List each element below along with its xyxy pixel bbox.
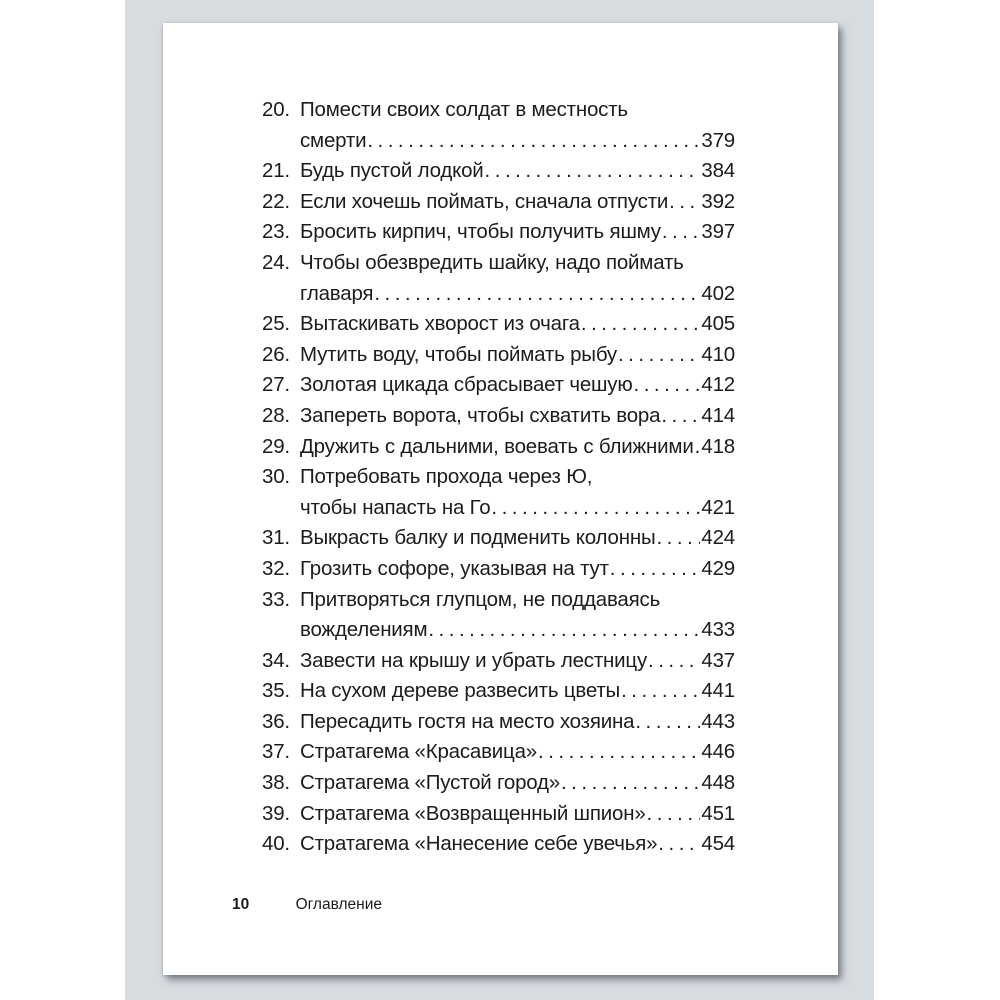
- toc-entry-title: Стратагема «Красавица»: [300, 740, 538, 764]
- toc-entry-number: 26.: [262, 342, 290, 366]
- dot-leader: [648, 646, 700, 677]
- toc-entry-page: 451: [701, 801, 735, 825]
- toc-entry-number: 32.: [262, 556, 290, 580]
- toc-line: [262, 646, 735, 677]
- toc-entry-page: 392: [701, 189, 735, 213]
- toc-line: [262, 615, 735, 646]
- toc-entry-title: Если хочешь поймать, сначала отпусти: [300, 189, 669, 213]
- toc-line: [262, 432, 735, 463]
- toc-entry-number: 24.: [262, 250, 290, 274]
- toc-entry-number: 33.: [262, 587, 290, 611]
- toc-entry-page: 405: [701, 312, 735, 336]
- dot-leader: [647, 799, 701, 830]
- table-of-contents: [262, 95, 735, 860]
- dot-leader: [662, 217, 701, 248]
- toc-entry-page: 448: [701, 771, 735, 795]
- toc-entry-number: 39.: [262, 801, 290, 825]
- toc-entry: [262, 309, 735, 340]
- toc-entry: [262, 829, 735, 860]
- toc-entry-page: 402: [701, 281, 735, 305]
- dot-leader: [669, 187, 700, 218]
- toc-entry-page: 429: [701, 556, 735, 580]
- dot-leader: [428, 615, 700, 646]
- toc-entry-title: Бросить кирпич, чтобы получить яшму: [300, 220, 661, 244]
- toc-entry: [262, 554, 735, 585]
- toc-entry-page: 454: [701, 832, 735, 856]
- page-footer: [232, 895, 382, 915]
- toc-entry: [262, 432, 735, 463]
- toc-entry-title: Стратагема «Пустой город»: [300, 771, 560, 795]
- toc-entry: [262, 462, 735, 523]
- toc-entry-number: 21.: [262, 159, 290, 183]
- toc-entry-page: 437: [701, 648, 735, 672]
- dot-leader: [374, 279, 700, 310]
- toc-entry-number: 40.: [262, 832, 290, 856]
- toc-entry-number: 29.: [262, 434, 290, 458]
- toc-entry-page: 433: [701, 618, 735, 642]
- toc-line: [262, 554, 735, 585]
- toc-entry-number: 22.: [262, 189, 290, 213]
- toc-entry-number: 36.: [262, 709, 290, 733]
- toc-line: [262, 187, 735, 218]
- toc-entry: [262, 585, 735, 646]
- toc-entry-number: 31.: [262, 526, 290, 550]
- toc-line: [262, 523, 735, 554]
- toc-line: [262, 462, 735, 493]
- toc-line: [262, 768, 735, 799]
- toc-line: [262, 585, 735, 616]
- toc-line: [262, 737, 735, 768]
- toc-entry-title: Стратагема «Нанесение себе увечья»: [300, 832, 658, 856]
- dot-leader: [634, 370, 701, 401]
- toc-entry: [262, 646, 735, 677]
- toc-entry: [262, 707, 735, 738]
- book-page: [163, 23, 838, 975]
- toc-entry-title: Вытаскивать хворост из очага: [300, 312, 580, 336]
- toc-line: [262, 799, 735, 830]
- toc-entry-page: 418: [701, 434, 735, 458]
- dot-leader: [695, 432, 701, 463]
- toc-entry: [262, 187, 735, 218]
- toc-line: [262, 217, 735, 248]
- toc-entry-number: 27.: [262, 373, 290, 397]
- toc-entry-title: На сухом дереве развесить цветы: [300, 679, 621, 703]
- toc-entry: [262, 799, 735, 830]
- toc-line: [262, 707, 735, 738]
- toc-entry: [262, 370, 735, 401]
- toc-entry: [262, 401, 735, 432]
- dot-leader: [485, 156, 701, 187]
- toc-entry-title: чтобы напасть на Го: [300, 495, 491, 519]
- toc-line: [262, 340, 735, 371]
- toc-entry-number: 20.: [262, 98, 290, 121]
- toc-entry-page: 379: [701, 128, 735, 152]
- toc-line: [262, 676, 735, 707]
- toc-entry: [262, 340, 735, 371]
- toc-entry-title: Запереть ворота, чтобы схватить вора: [300, 403, 661, 427]
- toc-entry-title: Стратагема «Возвращенный шпион»: [300, 801, 646, 825]
- toc-line: [262, 279, 735, 310]
- dot-leader: [561, 768, 700, 799]
- dot-leader: [618, 340, 700, 371]
- dot-leader: [581, 309, 701, 340]
- toc-entry-page: 412: [701, 373, 735, 397]
- toc-entry-title: Помести своих солдат в местность: [300, 98, 628, 121]
- page-number: 10: [232, 896, 250, 913]
- toc-entry-title: главаря: [300, 281, 374, 305]
- dot-leader: [491, 493, 700, 524]
- toc-entry: [262, 248, 735, 309]
- toc-entry-title: Завести на крышу и убрать лестницу: [300, 648, 647, 672]
- toc-line: [262, 126, 735, 157]
- dot-leader: [635, 707, 700, 738]
- toc-entry: [262, 156, 735, 187]
- dot-leader: [621, 676, 700, 707]
- toc-entry-title: Золотая цикада сбрасывает чешую: [300, 373, 633, 397]
- toc-entry-title: Мутить воду, чтобы поймать рыбу: [300, 342, 617, 366]
- dot-leader: [367, 126, 700, 157]
- toc-entry: [262, 676, 735, 707]
- toc-entry-title: смерти: [300, 128, 367, 152]
- toc-entry-title: вожделениям: [300, 618, 428, 642]
- footer-section-title: Оглавление: [295, 896, 382, 913]
- dot-leader: [658, 829, 700, 860]
- toc-entry-page: 410: [701, 342, 735, 366]
- toc-entry: [262, 95, 735, 156]
- toc-entry-title: Чтобы обезвредить шайку, надо поймать: [300, 250, 684, 274]
- toc-entry-page: 443: [701, 709, 735, 733]
- toc-entry-title: Будь пустой лодкой: [300, 159, 484, 183]
- toc-entry-page: 384: [701, 159, 735, 183]
- dot-leader: [610, 554, 701, 585]
- toc-entry: [262, 217, 735, 248]
- toc-entry: [262, 768, 735, 799]
- toc-entry-page: 441: [701, 679, 735, 703]
- toc-line: [262, 156, 735, 187]
- toc-entry-page: 421: [701, 495, 735, 519]
- toc-line: [262, 493, 735, 524]
- toc-entry-title: Притворяться глупцом, не поддаваясь: [300, 587, 661, 611]
- toc-line: [262, 401, 735, 432]
- toc-entry: [262, 523, 735, 554]
- toc-entry-number: 38.: [262, 771, 290, 795]
- toc-entry-page: 397: [701, 220, 735, 244]
- dot-leader: [538, 737, 700, 768]
- toc-line: [262, 309, 735, 340]
- toc-line: [262, 248, 735, 279]
- toc-entry-title: Дружить с дальними, воевать с ближними: [300, 434, 694, 458]
- toc-entry-number: 23.: [262, 220, 290, 244]
- toc-entry-title: Пересадить гостя на место хозяина: [300, 709, 635, 733]
- toc-entry-page: 424: [701, 526, 735, 550]
- toc-entry-number: 35.: [262, 679, 290, 703]
- toc-entry-title: Выкрасть балку и подменить колонны: [300, 526, 656, 550]
- toc-entry-number: 25.: [262, 312, 290, 336]
- toc-line: [262, 370, 735, 401]
- toc-entry-number: 30.: [262, 465, 290, 489]
- toc-line: [262, 829, 735, 860]
- dot-leader: [661, 401, 700, 432]
- toc-entry-title: Потребовать прохода через Ю,: [300, 465, 593, 489]
- toc-entry-number: 28.: [262, 403, 290, 427]
- toc-entry-page: 414: [701, 403, 735, 427]
- toc-entry-number: 37.: [262, 740, 290, 764]
- toc-line: [262, 95, 735, 126]
- toc-entry-page: 446: [701, 740, 735, 764]
- toc-entry-title: Грозить софоре, указывая на тут: [300, 556, 609, 580]
- dot-leader: [656, 523, 700, 554]
- toc-entry-number: 34.: [262, 648, 290, 672]
- toc-entry: [262, 737, 735, 768]
